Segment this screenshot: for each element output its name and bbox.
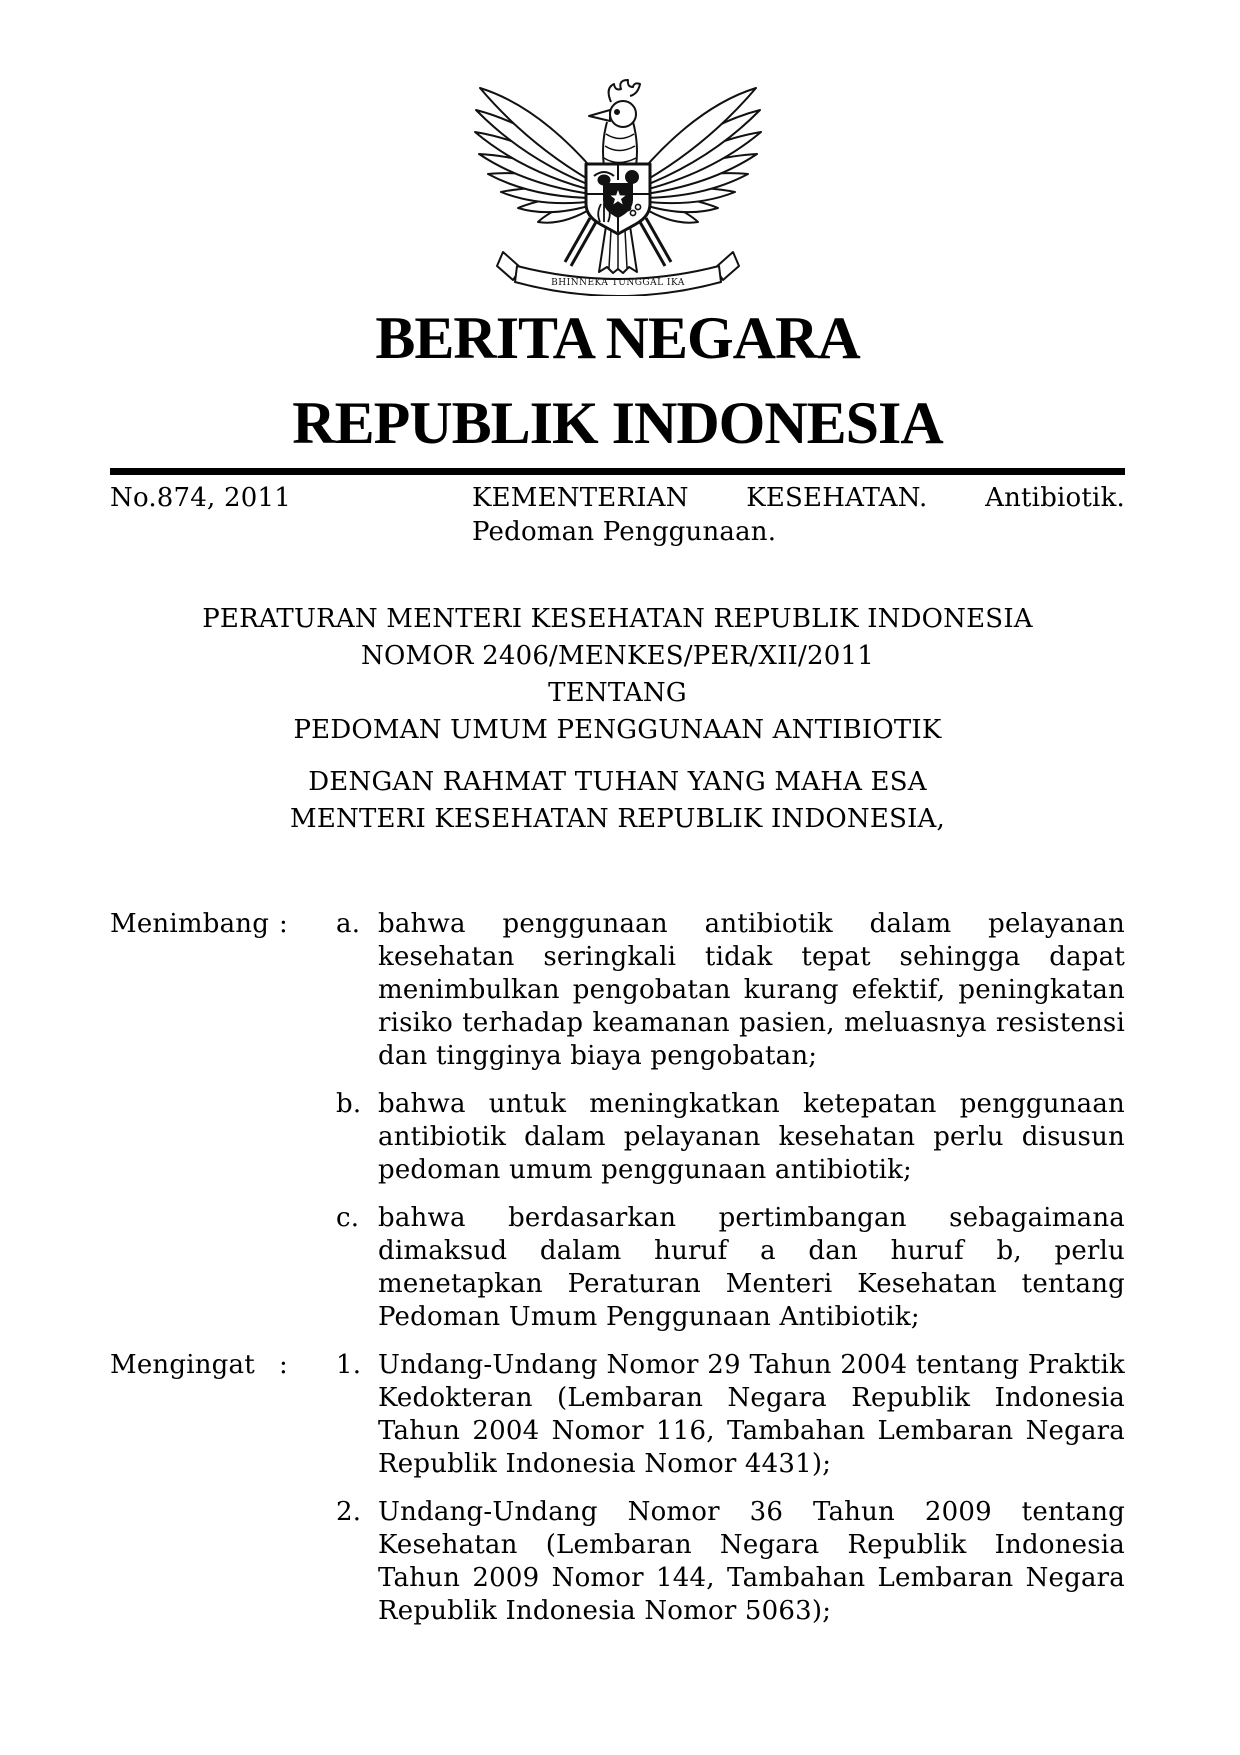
consideration-item xyxy=(300,1202,1125,1334)
consideration-item xyxy=(300,1088,1125,1187)
left-wing xyxy=(475,88,600,223)
regulation-tentang-line: TENTANG xyxy=(548,678,687,708)
masthead xyxy=(110,76,1125,466)
regulation-title-block xyxy=(110,601,1125,838)
considerations-section xyxy=(110,908,1125,1334)
item-marker: 2. xyxy=(336,1497,362,1527)
considerations-label: Menimbang xyxy=(110,909,270,939)
masthead-title xyxy=(110,296,1125,466)
legal-basis-section xyxy=(110,1349,1125,1628)
legal-basis-head xyxy=(110,1349,300,1382)
masthead-title-line2: REPUBLIK INDONESIA xyxy=(292,390,943,456)
regulation-subject-line: PEDOMAN UMUM PENGGUNAAN ANTIBIOTIK xyxy=(293,715,942,745)
legal-basis-item xyxy=(300,1349,1125,1481)
legal-basis-separator: : xyxy=(279,1350,288,1380)
invocation-line: DENGAN RAHMAT TUHAN YANG MAHA ESA xyxy=(308,767,927,797)
gazette-number: No.874, 2011 xyxy=(110,483,291,513)
beak xyxy=(589,110,610,121)
gazette-subject xyxy=(472,481,1125,549)
eagle-head xyxy=(610,101,636,127)
considerations-separator: : xyxy=(279,909,288,939)
item-marker: a. xyxy=(336,909,361,939)
item-text: Undang-Undang Nomor 29 Tahun 2004 tentang Praktik Kedokteran (Lembaran Negara Republik Indonesia Tahun 2004 Nomor 116, Tambahan Lembaran Negara Republik Indonesia Nomor 4431); xyxy=(378,1350,1125,1479)
legal-basis-label: Mengingat xyxy=(110,1350,255,1380)
regulation-number-line: NOMOR 2406/MENKES/PER/XII/2011 xyxy=(361,641,874,671)
masthead-title-line1: BERITA NEGARA xyxy=(375,305,860,371)
item-text: bahwa untuk meningkatkan ketepatan penggunaan antibiotik dalam pelayanan kesehatan perlu disusun pedoman umum penggunaan antibiotik; xyxy=(378,1089,1125,1185)
item-marker: c. xyxy=(336,1203,360,1233)
gazette-subject-line1: KEMENTERIAN KESEHATAN. Antibiotik. xyxy=(472,483,1125,513)
item-text: bahwa berdasarkan pertimbangan sebagaimana dimaksud dalam huruf a dan huruf b, perlu menetapkan Peraturan Menteri Kesehatan tentang Pedoman Umum Penggunaan Antibiotik; xyxy=(378,1203,1125,1332)
authority-line: MENTERI KESEHATAN REPUBLIK INDONESIA, xyxy=(290,804,945,834)
considerations-items xyxy=(300,908,1125,1334)
legal-basis-item xyxy=(300,1496,1125,1628)
consideration-item xyxy=(300,908,1125,1073)
garuda-pancasila-emblem xyxy=(110,76,1125,296)
item-marker: b. xyxy=(336,1089,362,1119)
garuda-eagle-icon xyxy=(473,76,763,296)
item-text: bahwa penggunaan antibiotik dalam pelayanan kesehatan seringkali tidak tepat sehingga dapat menimbulkan pengobatan kurang efektif, peningkatan risiko terhadap keamanan pasien, meluasnya resistensi dan tingginya biaya pengobatan; xyxy=(378,909,1125,1071)
item-text: Undang-Undang Nomor 36 Tahun 2009 tentang Kesehatan (Lembaran Negara Republik Indonesia Tahun 2009 Nomor 144, Tambahan Lembaran Negara Republik Indonesia Nomor 5063); xyxy=(378,1497,1125,1626)
right-wing xyxy=(636,88,761,223)
masthead-rule xyxy=(110,468,1125,475)
regulation-title-line: PERATURAN MENTERI KESEHATAN REPUBLIK INDONESIA xyxy=(202,604,1033,634)
considerations-head xyxy=(110,908,300,941)
gazette-meta-row xyxy=(110,481,1125,549)
ribbon-motto-text: BHINNEKA TUNGGAL IKA xyxy=(550,278,685,288)
legal-basis-items xyxy=(300,1349,1125,1628)
gazette-subject-line2: Pedoman Penggunaan. xyxy=(472,517,777,547)
item-marker: 1. xyxy=(336,1350,362,1380)
